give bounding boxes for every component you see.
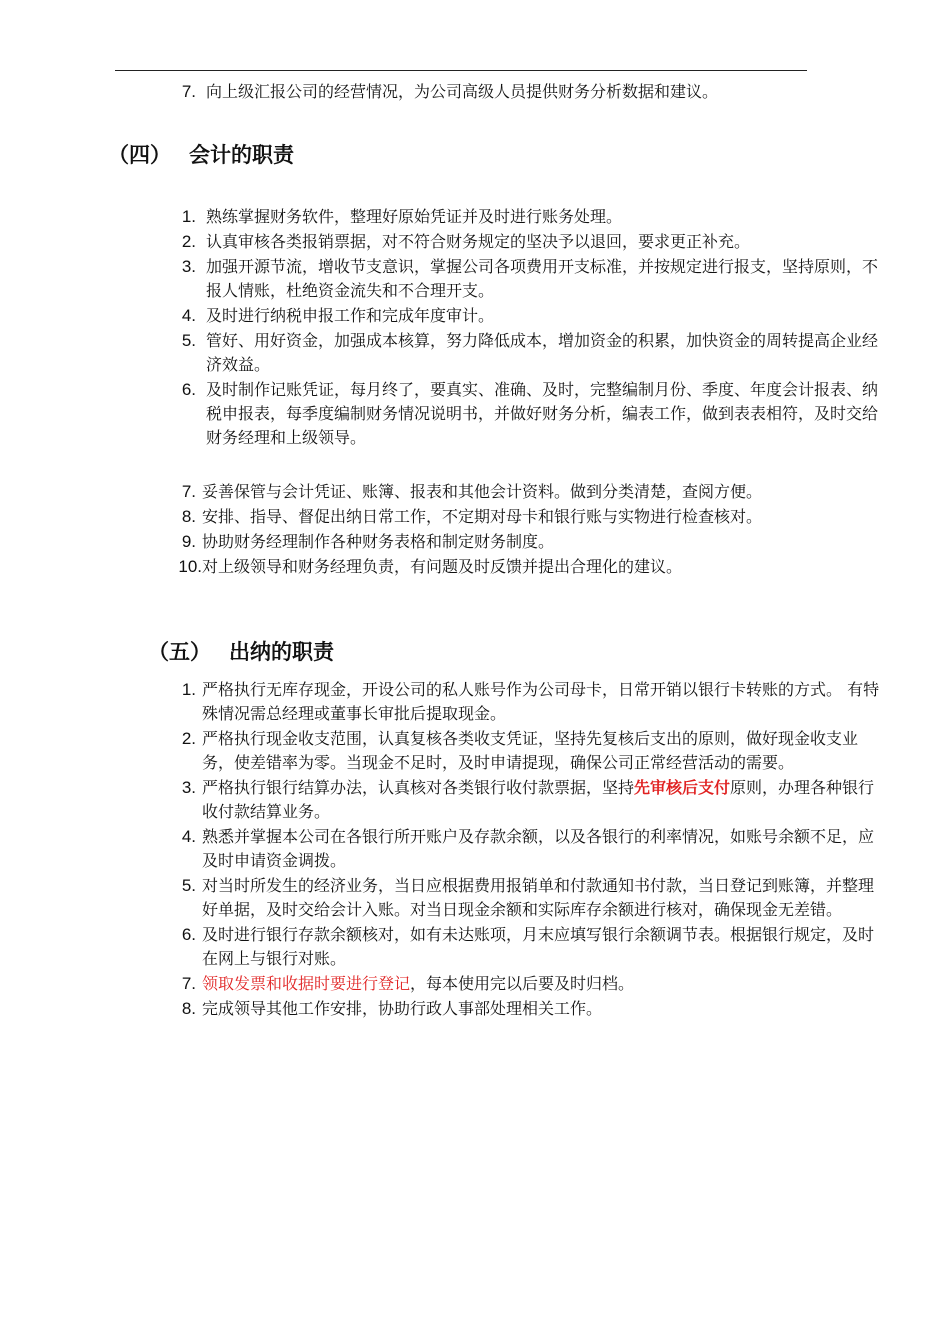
item-number: 8. [181, 999, 196, 1018]
item-text [202, 972, 880, 996]
item-text: 对当时所发生的经济业务，当日应根据费用报销单和付款通知书付款，当日登记到账簿，并整理好单据，及时交给会计入账。对当日现金余额和实际库存余额进行核对，确保现金无差错。 [202, 876, 875, 919]
item-number: 6. [181, 925, 196, 944]
item-number: 3. [181, 778, 196, 797]
list-item [172, 555, 892, 579]
list-item [172, 972, 880, 996]
item-number: 10. [178, 557, 202, 576]
item-text [202, 776, 880, 824]
list-item [172, 480, 892, 504]
item-text: 对上级领导和财务经理负责，有问题及时反馈并提出合理化的建议。 [202, 557, 683, 576]
item-text: 妥善保管与会计凭证、账簿、报表和其他会计资料。做到分类清楚，查阅方便。 [202, 482, 763, 501]
list-item [172, 378, 880, 450]
item-number: 1. [181, 680, 196, 699]
item-text: 严格执行无库存现金，开设公司的私人账号作为公司母卡，日常开销以银行卡转账的方式。 有特殊情况需总经理或董事长审批后提取现金。 [202, 680, 880, 723]
list-item [172, 678, 880, 726]
item-text-post: 原则，办理各种银行收付款结算业务。 [202, 778, 875, 821]
list-item [172, 874, 880, 922]
section-number: （五） [148, 640, 211, 664]
item-number: 3. [181, 257, 196, 276]
section-heading-cashier [148, 637, 334, 667]
item-text: 完成领导其他工作安排，协助行政人事部处理相关工作。 [202, 999, 603, 1018]
list-item [172, 205, 880, 229]
list-item [172, 255, 880, 303]
list-item [172, 776, 880, 824]
item-text: 严格执行现金收支范围，认真复核各类收支凭证，坚持先复核后支出的原则，做好现金收支业务，使差错率为零。当现金不足时，及时申请提现，确保公司正常经营活动的需要。 [202, 729, 859, 772]
item-text: 及时进行纳税申报工作和完成年度审计。 [206, 306, 495, 325]
item-text: 熟悉并掌握本公司在各银行所开账户及存款余额，以及各银行的利率情况，如账号余额不足，应及时申请资金调拨。 [202, 827, 875, 870]
highlighted-phrase: 领取发票和收据时要进行登记 [202, 974, 411, 993]
item-text: 管好、用好资金，加强成本核算，努力降低成本，增加资金的积累，加快资金的周转提高企业经济效益。 [206, 331, 879, 374]
item-text: 及时进行银行存款余额核对，如有未达账项，月末应填写银行余额调节表。根据银行规定，及时在网上与银行对账。 [202, 925, 875, 968]
accounting-duties-list-b [172, 480, 892, 580]
list-item [172, 230, 880, 254]
section-heading-accounting [108, 140, 294, 170]
item-text: 安排、指导、督促出纳日常工作，不定期对母卡和银行账与实物进行检查核对。 [202, 507, 763, 526]
item-text: 认真审核各类报销票据，对不符合财务规定的坚决予以退回，要求更正补充。 [206, 232, 751, 251]
item-number: 7. [181, 482, 196, 501]
item-text-post: ，每本使用完以后要及时归档。 [410, 974, 635, 993]
list-item [172, 923, 880, 971]
item-number: 2. [181, 232, 196, 251]
item-number: 1. [181, 207, 196, 226]
list-item [172, 997, 880, 1021]
item-text: 加强开源节流，增收节支意识，掌握公司各项费用开支标准，并按规定进行报支，坚持原则，不报人情账，杜绝资金流失和不合理开支。 [206, 257, 879, 300]
list-item [172, 329, 880, 377]
item-number: 7. [181, 974, 196, 993]
carryover-list [172, 80, 892, 105]
item-text: 及时制作记账凭证，每月终了，要真实、准确、及时，完整编制月份、季度、年度会计报表、纳税申报表，每季度编制财务情况说明书，并做好财务分析，编表工作，做到表表相符，及时交给财务经理和上级领导。 [206, 380, 879, 447]
cashier-duties-list [172, 678, 880, 1022]
item-number: 2. [181, 729, 196, 748]
list-item [172, 505, 892, 529]
section-title: 会计的职责 [189, 143, 294, 167]
item-text: 熟练掌握财务软件，整理好原始凭证并及时进行账务处理。 [206, 207, 623, 226]
item-number: 9. [181, 532, 196, 551]
section-number: （四） [108, 143, 171, 167]
item-text: 向上级汇报公司的经营情况，为公司高级人员提供财务分析数据和建议。 [206, 82, 719, 101]
item-number: 7. [181, 82, 196, 101]
item-number: 4. [181, 306, 196, 325]
item-number: 5. [181, 331, 196, 350]
list-item [172, 304, 880, 328]
list-item [172, 727, 880, 775]
item-number: 6. [181, 380, 196, 399]
item-number: 8. [181, 507, 196, 526]
item-text-pre: 严格执行银行结算办法，认真核对各类银行收付款票据，坚持 [202, 778, 635, 797]
list-item [172, 530, 892, 554]
section-title: 出纳的职责 [229, 640, 334, 664]
header-rule [115, 70, 807, 71]
accounting-duties-list-a [172, 205, 880, 451]
list-item [172, 80, 892, 104]
item-number: 4. [181, 827, 196, 846]
item-text: 协助财务经理制作各种财务表格和制定财务制度。 [202, 532, 555, 551]
item-number: 5. [181, 876, 196, 895]
list-item [172, 825, 880, 873]
highlighted-phrase: 先审核后支付 [634, 778, 731, 797]
